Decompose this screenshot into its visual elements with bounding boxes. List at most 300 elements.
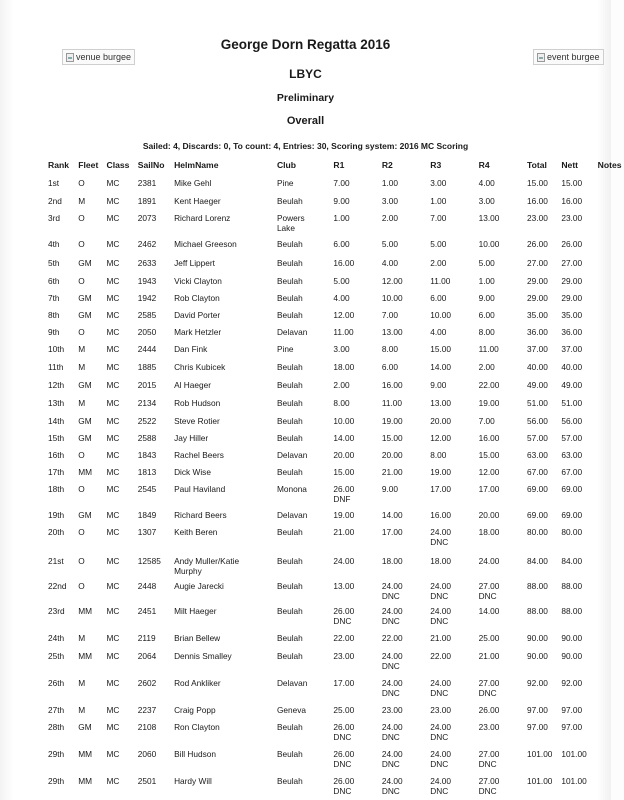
helmname-cell-line: Michael Greeson bbox=[174, 239, 237, 249]
r3-cell bbox=[426, 675, 474, 702]
helmname-cell bbox=[170, 430, 273, 447]
r2-cell-line: DNC bbox=[381, 732, 400, 742]
table-row bbox=[44, 341, 624, 359]
r2-cell-line: 24.00 bbox=[381, 651, 403, 661]
fleet-cell: O bbox=[78, 239, 85, 249]
sailno-cell: 2073 bbox=[137, 213, 157, 223]
table-row bbox=[44, 630, 624, 648]
r4-cell-line: 1.00 bbox=[478, 276, 495, 286]
helmname-cell bbox=[170, 290, 273, 307]
r4-cell-line: 24.00 bbox=[478, 556, 500, 566]
r2-cell bbox=[378, 324, 426, 341]
r4-cell bbox=[475, 630, 523, 648]
helmname-cell-line: Kent Haeger bbox=[174, 196, 221, 206]
notes-cell bbox=[594, 553, 624, 578]
helmname-cell bbox=[170, 746, 273, 773]
class-cell: MC bbox=[106, 776, 120, 786]
notes-cell bbox=[594, 507, 624, 524]
r4-cell-line: 18.00 bbox=[478, 527, 500, 537]
fleet-cell: O bbox=[78, 276, 85, 286]
table-row bbox=[44, 430, 624, 447]
club-cell-line: Beulah bbox=[276, 722, 303, 732]
r1-cell bbox=[329, 255, 377, 273]
r2-cell-line: 24.00 bbox=[381, 749, 403, 759]
table-row bbox=[44, 413, 624, 430]
r3-cell-line: DNC bbox=[430, 688, 449, 698]
helmname-cell-line: Milt Haeger bbox=[174, 606, 217, 616]
scoring-summary: Sailed: 4, Discards: 0, To count: 4, Entries: 30, Scoring system: 2016 MC Scoring bbox=[142, 141, 469, 151]
sailno-cell: 2060 bbox=[137, 749, 157, 759]
total-cell: 16.00 bbox=[527, 196, 548, 206]
total-cell: 29.00 bbox=[527, 276, 548, 286]
club-cell-line: Beulah bbox=[276, 556, 303, 566]
club-cell-line: Delavan bbox=[276, 450, 308, 460]
helmname-cell bbox=[170, 377, 273, 395]
helmname-cell-line: Vicki Clayton bbox=[174, 276, 222, 286]
table-row bbox=[44, 648, 624, 675]
fleet-cell: O bbox=[78, 178, 85, 188]
column-header-r1: R1 bbox=[333, 160, 345, 170]
helmname-cell-line: Mark Hetzler bbox=[174, 327, 222, 337]
class-cell: MC bbox=[106, 633, 120, 643]
club-cell bbox=[273, 464, 329, 481]
helmname-cell bbox=[170, 481, 273, 507]
r3-cell bbox=[426, 603, 474, 630]
nett-cell: 92.00 bbox=[561, 678, 583, 688]
club-cell-line: Delavan bbox=[276, 678, 308, 688]
r2-cell bbox=[378, 341, 426, 359]
r4-cell-line: 16.00 bbox=[478, 433, 500, 443]
r3-cell bbox=[426, 377, 474, 395]
r1-cell-line: 8.00 bbox=[333, 398, 350, 408]
table-row bbox=[44, 675, 624, 702]
r1-cell bbox=[329, 175, 377, 193]
r3-cell bbox=[426, 773, 474, 800]
r2-cell bbox=[378, 447, 426, 464]
r1-cell-line: DNC bbox=[333, 732, 352, 742]
r3-cell-line: 24.00 bbox=[430, 776, 451, 786]
r2-cell-line: DNC bbox=[381, 688, 400, 698]
helmname-cell-line: Richard Beers bbox=[174, 510, 227, 520]
notes-cell bbox=[594, 193, 624, 210]
r2-cell bbox=[378, 507, 426, 524]
club-cell-line: Beulah bbox=[276, 258, 303, 268]
r1-cell-line: DNC bbox=[333, 786, 352, 796]
class-cell: MC bbox=[106, 398, 120, 408]
r1-cell bbox=[329, 630, 377, 648]
total-cell: 51.00 bbox=[527, 398, 548, 408]
table-row bbox=[44, 553, 624, 578]
r4-cell bbox=[475, 719, 523, 746]
sailno-cell: 2585 bbox=[137, 310, 157, 320]
club-cell-line: Beulah bbox=[276, 581, 303, 591]
r4-cell-line: 27.00 bbox=[478, 749, 500, 759]
r1-cell-line: 20.00 bbox=[333, 450, 355, 460]
column-header-r3: R3 bbox=[430, 160, 442, 170]
rank-cell: 28th bbox=[48, 722, 65, 732]
helmname-cell bbox=[170, 359, 273, 377]
notes-cell bbox=[594, 447, 624, 464]
r3-cell-line: 24.00 bbox=[430, 527, 451, 537]
nett-cell: 57.00 bbox=[561, 433, 583, 443]
r3-cell-line: 24.00 bbox=[430, 678, 451, 688]
r2-cell bbox=[378, 578, 426, 603]
class-cell: MC bbox=[106, 380, 120, 390]
r3-cell bbox=[426, 359, 474, 377]
r2-cell-line: DNC bbox=[381, 591, 400, 601]
club-cell bbox=[273, 648, 329, 675]
r1-cell bbox=[329, 773, 377, 800]
notes-cell bbox=[594, 578, 624, 603]
r2-cell bbox=[378, 175, 426, 193]
r3-cell-line: 24.00 bbox=[430, 722, 451, 732]
r3-cell bbox=[426, 553, 474, 578]
r4-cell bbox=[475, 193, 523, 210]
notes-cell bbox=[594, 702, 624, 719]
column-header-fleet: Fleet bbox=[78, 160, 99, 170]
class-cell: MC bbox=[106, 651, 120, 661]
nett-cell: 35.00 bbox=[561, 310, 583, 320]
notes-cell bbox=[594, 524, 624, 553]
r2-cell bbox=[378, 553, 426, 578]
class-cell: MC bbox=[106, 213, 120, 223]
r4-cell-line: 5.00 bbox=[478, 258, 495, 268]
club-cell-line: Beulah bbox=[276, 276, 303, 286]
r1-cell bbox=[329, 377, 377, 395]
fleet-cell: M bbox=[78, 633, 86, 643]
notes-cell bbox=[594, 413, 624, 430]
table-row bbox=[44, 290, 624, 307]
r1-cell bbox=[329, 675, 377, 702]
table-row bbox=[44, 175, 624, 193]
r4-cell-line: 7.00 bbox=[478, 416, 495, 426]
class-cell: MC bbox=[106, 362, 120, 372]
club-cell bbox=[273, 210, 329, 236]
helmname-cell-line: Dennis Smalley bbox=[174, 651, 232, 661]
r2-cell-line: 11.00 bbox=[381, 398, 402, 408]
r1-cell-line: 25.00 bbox=[333, 705, 355, 715]
notes-cell bbox=[594, 630, 624, 648]
r3-cell bbox=[426, 175, 474, 193]
notes-cell bbox=[594, 603, 624, 630]
r2-cell-line: 24.00 bbox=[381, 606, 403, 616]
club-cell bbox=[273, 719, 329, 746]
results-status: Preliminary bbox=[276, 92, 335, 104]
fleet-cell: M bbox=[78, 344, 86, 354]
table-row bbox=[44, 255, 624, 273]
notes-cell bbox=[594, 773, 624, 800]
r1-cell-line: 24.00 bbox=[333, 556, 355, 566]
rank-cell: 22nd bbox=[48, 581, 67, 591]
r1-cell bbox=[329, 430, 377, 447]
helmname-cell-line: Steve Rotier bbox=[174, 416, 220, 426]
r2-cell-line: DNC bbox=[381, 759, 400, 769]
notes-cell bbox=[594, 746, 624, 773]
total-cell: 97.00 bbox=[527, 722, 548, 732]
total-cell: 49.00 bbox=[527, 380, 548, 390]
r1-cell bbox=[329, 481, 377, 507]
r2-cell-line: 14.00 bbox=[381, 510, 403, 520]
r1-cell-line: 26.00 bbox=[333, 484, 355, 494]
helmname-cell-line: Bill Hudson bbox=[174, 749, 217, 759]
r4-cell-line: 22.00 bbox=[478, 380, 500, 390]
r1-cell bbox=[329, 273, 377, 290]
nett-cell: 90.00 bbox=[561, 651, 583, 661]
total-cell: 29.00 bbox=[527, 293, 548, 303]
rank-cell: 12th bbox=[48, 380, 65, 390]
total-cell: 56.00 bbox=[527, 416, 548, 426]
r2-cell-line: 7.00 bbox=[381, 310, 398, 320]
r3-cell-line: 11.00 bbox=[430, 276, 451, 286]
r1-cell-line: DNC bbox=[333, 759, 352, 769]
sailno-cell: 2108 bbox=[137, 722, 157, 732]
sailno-cell: 1849 bbox=[137, 510, 157, 520]
r3-cell-line: DNC bbox=[430, 591, 449, 601]
r2-cell-line: 1.00 bbox=[381, 178, 398, 188]
nett-cell: 67.00 bbox=[561, 467, 583, 477]
r2-cell bbox=[378, 210, 426, 236]
nett-cell: 63.00 bbox=[561, 450, 583, 460]
helmname-cell bbox=[170, 273, 273, 290]
r1-cell bbox=[329, 307, 377, 324]
r2-cell-line: 24.00 bbox=[381, 722, 403, 732]
class-cell: MC bbox=[106, 239, 120, 249]
rank-cell: 4th bbox=[48, 239, 60, 249]
helmname-cell bbox=[170, 307, 273, 324]
fleet-cell: GM bbox=[78, 293, 92, 303]
r1-cell bbox=[329, 648, 377, 675]
helmname-cell-line: Jeff Lippert bbox=[174, 258, 215, 268]
notes-cell bbox=[594, 430, 624, 447]
nett-cell: 69.00 bbox=[561, 510, 583, 520]
r1-cell-line: 6.00 bbox=[333, 239, 350, 249]
r4-cell bbox=[475, 210, 523, 236]
club-cell bbox=[273, 341, 329, 359]
r4-cell-line: 8.00 bbox=[478, 327, 495, 337]
table-row bbox=[44, 578, 624, 603]
nett-cell: 56.00 bbox=[561, 416, 583, 426]
rank-cell: 20th bbox=[48, 527, 65, 537]
table-header-row bbox=[44, 155, 624, 175]
r1-cell-line: 16.00 bbox=[333, 258, 355, 268]
nett-cell: 36.00 bbox=[561, 327, 583, 337]
r2-cell-line: 24.00 bbox=[381, 581, 403, 591]
fleet-cell: GM bbox=[78, 510, 92, 520]
class-cell: MC bbox=[106, 196, 120, 206]
r1-cell-line: 19.00 bbox=[333, 510, 355, 520]
rank-cell: 8th bbox=[48, 310, 60, 320]
club-cell bbox=[273, 553, 329, 578]
r1-cell-line: 23.00 bbox=[333, 651, 355, 661]
r1-cell-line: 10.00 bbox=[333, 416, 355, 426]
helmname-cell bbox=[170, 413, 273, 430]
class-cell: MC bbox=[106, 510, 120, 520]
sailno-cell: 2381 bbox=[137, 178, 157, 188]
r3-cell-line: 13.00 bbox=[430, 398, 451, 408]
sailno-cell: 1885 bbox=[137, 362, 157, 372]
r4-cell-line: 23.00 bbox=[478, 722, 500, 732]
club-cell bbox=[273, 413, 329, 430]
rank-cell: 19th bbox=[48, 510, 65, 520]
sailno-cell: 1942 bbox=[137, 293, 157, 303]
table-row bbox=[44, 324, 624, 341]
r4-cell-line: 9.00 bbox=[478, 293, 495, 303]
r2-cell-line: 16.00 bbox=[381, 380, 403, 390]
sailno-cell: 2451 bbox=[137, 606, 157, 616]
nett-cell: 16.00 bbox=[561, 196, 583, 206]
total-cell: 88.00 bbox=[527, 581, 548, 591]
helmname-cell-line: Richard Lorenz bbox=[174, 213, 231, 223]
r3-cell-line: 24.00 bbox=[430, 749, 451, 759]
r2-cell-line: 17.00 bbox=[381, 527, 403, 537]
r3-cell-line: 20.00 bbox=[430, 416, 451, 426]
helmname-cell bbox=[170, 578, 273, 603]
nett-cell: 37.00 bbox=[561, 344, 583, 354]
rank-cell: 29th bbox=[48, 776, 65, 786]
r4-cell-line: 26.00 bbox=[478, 705, 500, 715]
column-header-r2: R2 bbox=[381, 160, 393, 170]
club-cell-line: Beulah bbox=[276, 310, 303, 320]
total-cell: 90.00 bbox=[527, 651, 548, 661]
r2-cell-line: DNC bbox=[381, 786, 400, 796]
fleet-cell: MM bbox=[78, 749, 93, 759]
regatta-title: George Dorn Regatta 2016 bbox=[220, 37, 391, 52]
nett-cell: 80.00 bbox=[561, 527, 583, 537]
table-row bbox=[44, 481, 624, 507]
r3-cell bbox=[426, 507, 474, 524]
notes-cell bbox=[594, 719, 624, 746]
nett-cell: 97.00 bbox=[561, 722, 583, 732]
fleet-cell: M bbox=[78, 678, 86, 688]
sailno-cell: 2588 bbox=[137, 433, 157, 443]
r1-cell-line: 4.00 bbox=[333, 293, 350, 303]
helmname-cell-line: David Porter bbox=[174, 310, 221, 320]
sailno-cell: 12585 bbox=[137, 556, 161, 566]
r2-cell-line: 13.00 bbox=[381, 327, 403, 337]
r3-cell bbox=[426, 255, 474, 273]
r3-cell bbox=[426, 481, 474, 507]
r3-cell-line: 15.00 bbox=[430, 344, 451, 354]
r4-cell-line: 25.00 bbox=[478, 633, 500, 643]
total-cell: 63.00 bbox=[527, 450, 548, 460]
fleet-cell: GM bbox=[78, 416, 92, 426]
fleet-cell: GM bbox=[78, 380, 92, 390]
r2-cell bbox=[378, 702, 426, 719]
fleet-cell: M bbox=[78, 705, 86, 715]
r3-cell bbox=[426, 341, 474, 359]
helmname-cell-line: Rob Hudson bbox=[174, 398, 221, 408]
r4-cell bbox=[475, 273, 523, 290]
r2-cell-line: 24.00 bbox=[381, 776, 403, 786]
r1-cell bbox=[329, 210, 377, 236]
helmname-cell-line: Keith Beren bbox=[174, 527, 218, 537]
fleet-cell: GM bbox=[78, 722, 92, 732]
class-cell: MC bbox=[106, 705, 120, 715]
sailno-cell: 2119 bbox=[137, 633, 156, 643]
helmname-cell bbox=[170, 193, 273, 210]
r1-cell bbox=[329, 236, 377, 255]
column-header-nett: Nett bbox=[561, 160, 579, 170]
helmname-cell-line: Mike Gehl bbox=[174, 178, 212, 188]
r2-cell-line: 24.00 bbox=[381, 678, 403, 688]
r1-cell bbox=[329, 507, 377, 524]
rank-cell: 26th bbox=[48, 678, 65, 688]
club-cell bbox=[273, 430, 329, 447]
r1-cell-line: 1.00 bbox=[333, 213, 350, 223]
r3-cell-line: 22.00 bbox=[430, 651, 451, 661]
r3-cell-line: 19.00 bbox=[430, 467, 451, 477]
r2-cell-line: 3.00 bbox=[381, 196, 398, 206]
r3-cell-line: 16.00 bbox=[430, 510, 451, 520]
table-row bbox=[44, 719, 624, 746]
r1-cell bbox=[329, 341, 377, 359]
r1-cell-line: 22.00 bbox=[333, 633, 355, 643]
table-row bbox=[44, 236, 624, 255]
sailno-cell: 2050 bbox=[137, 327, 157, 337]
rank-cell: 23rd bbox=[48, 606, 65, 616]
r1-cell-line: 26.00 bbox=[333, 749, 355, 759]
r3-cell bbox=[426, 395, 474, 413]
broken-image-icon bbox=[537, 53, 545, 62]
r1-cell-line: 21.00 bbox=[333, 527, 355, 537]
notes-cell bbox=[594, 675, 624, 702]
r2-cell-line: 5.00 bbox=[381, 239, 398, 249]
r2-cell bbox=[378, 236, 426, 255]
r1-cell-line: 9.00 bbox=[333, 196, 350, 206]
fleet-cell: MM bbox=[78, 776, 93, 786]
notes-cell bbox=[594, 377, 624, 395]
column-header-r4: R4 bbox=[478, 160, 490, 170]
r4-cell-line: 19.00 bbox=[478, 398, 500, 408]
notes-cell bbox=[594, 210, 624, 236]
total-cell: 84.00 bbox=[527, 556, 548, 566]
helmname-cell bbox=[170, 603, 273, 630]
r2-cell-line: DNC bbox=[381, 616, 400, 626]
fleet-cell: O bbox=[78, 556, 85, 566]
r1-cell-line: 14.00 bbox=[333, 433, 355, 443]
club-cell bbox=[273, 193, 329, 210]
r3-cell-line: 17.00 bbox=[430, 484, 451, 494]
r3-cell bbox=[426, 324, 474, 341]
class-cell: MC bbox=[106, 450, 120, 460]
sailno-cell: 2545 bbox=[137, 484, 157, 494]
fleet-cell: MM bbox=[78, 467, 93, 477]
fleet-cell: GM bbox=[78, 433, 92, 443]
club-cell-line: Beulah bbox=[276, 749, 303, 759]
fleet-cell: GM bbox=[78, 310, 92, 320]
r4-cell-line: 12.00 bbox=[478, 467, 500, 477]
nett-cell: 29.00 bbox=[561, 293, 583, 303]
fleet-cell: O bbox=[78, 327, 85, 337]
club-cell bbox=[273, 773, 329, 800]
total-cell: 23.00 bbox=[527, 213, 548, 223]
sailno-cell: 1813 bbox=[137, 467, 157, 477]
nett-cell: 26.00 bbox=[561, 239, 583, 249]
table-row bbox=[44, 507, 624, 524]
r3-cell bbox=[426, 210, 474, 236]
r3-cell-line: 3.00 bbox=[430, 178, 447, 188]
column-header-helmname: HelmName bbox=[174, 160, 219, 170]
r2-cell bbox=[378, 273, 426, 290]
total-cell: 37.00 bbox=[527, 344, 548, 354]
r4-cell bbox=[475, 413, 523, 430]
rank-cell: 3rd bbox=[48, 213, 60, 223]
r3-cell bbox=[426, 307, 474, 324]
r4-cell bbox=[475, 746, 523, 773]
r4-cell bbox=[475, 702, 523, 719]
table-row bbox=[44, 524, 624, 553]
r4-cell bbox=[475, 464, 523, 481]
